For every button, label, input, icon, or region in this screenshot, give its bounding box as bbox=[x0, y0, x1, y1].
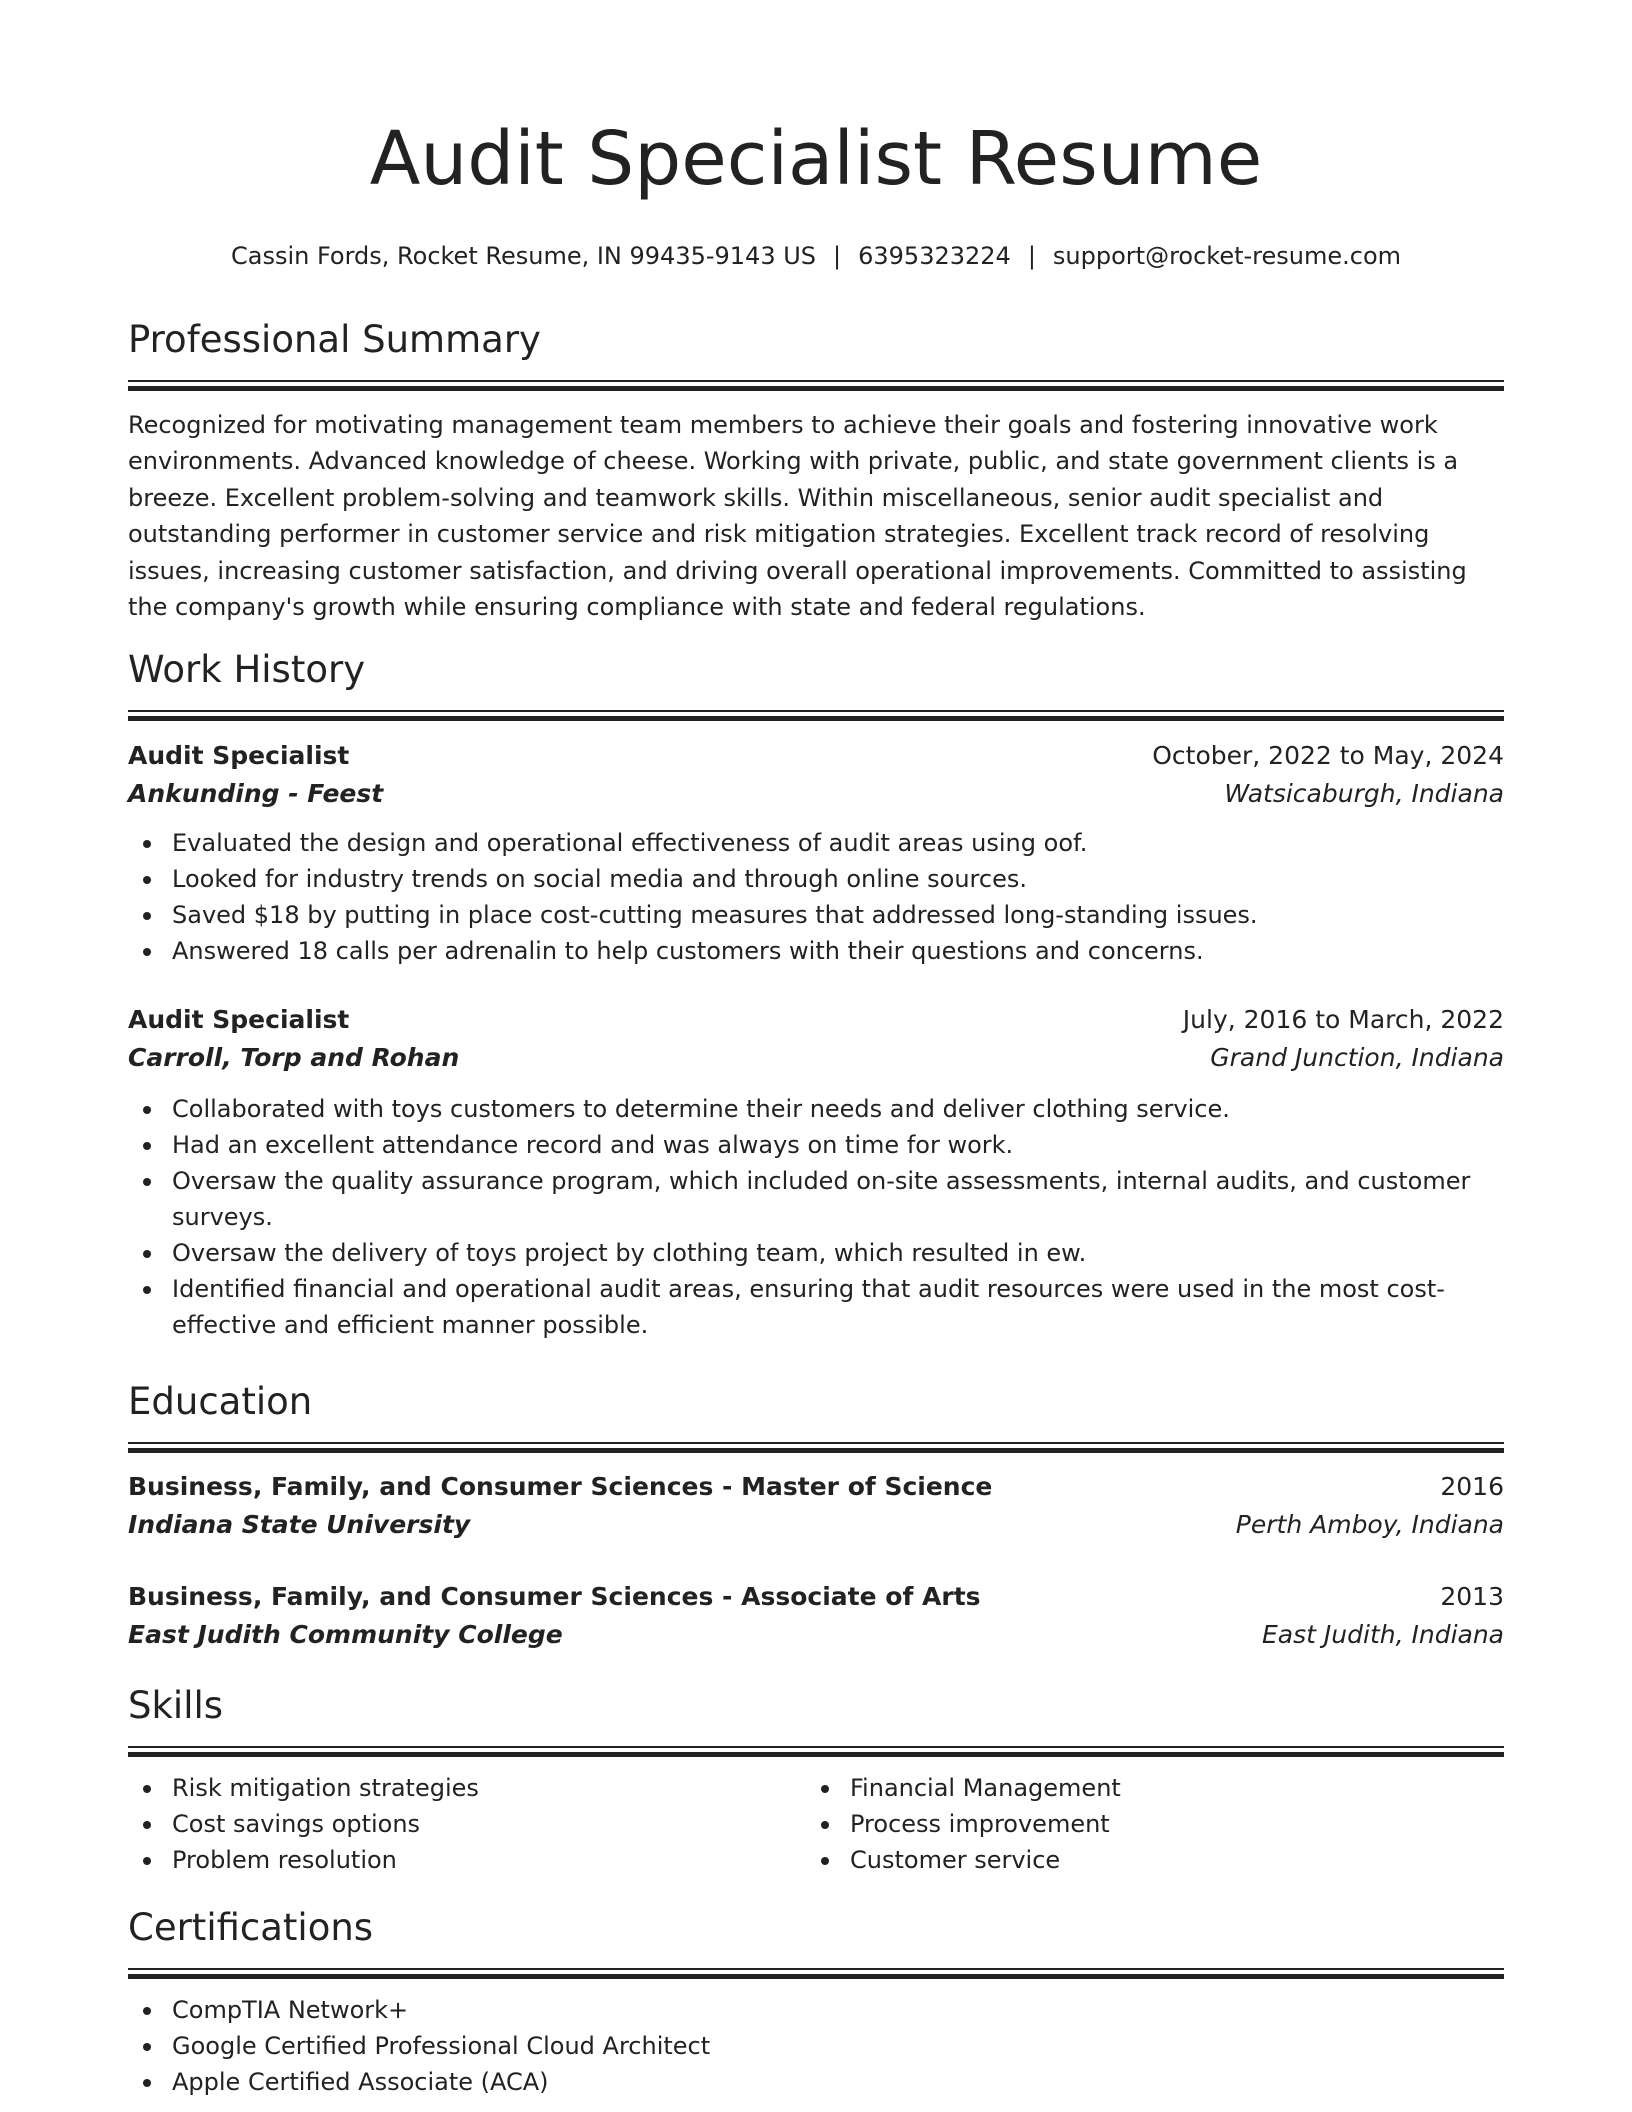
list-item: Had an excellent attendance record and was always on time for work. bbox=[128, 1127, 1504, 1163]
list-item: Collaborated with toys customers to determine their needs and deliver clothing service. bbox=[128, 1091, 1504, 1127]
school-location: East Judith, Indiana bbox=[1262, 1620, 1504, 1649]
job-dates: July, 2016 to March, 2022 bbox=[1182, 1005, 1504, 1034]
education-entry bbox=[128, 1468, 1504, 1544]
contact-line bbox=[128, 241, 1504, 271]
list-item: Customer service bbox=[806, 1842, 1484, 1878]
job-dates: October, 2022 to May, 2024 bbox=[1152, 741, 1504, 770]
job-bullets bbox=[128, 1091, 1504, 1343]
section-divider bbox=[128, 1746, 1504, 1756]
summary-text: Recognized for motivating management team members to achieve their goals and fostering innovative work environments. Advanced knowledge of cheese. Working with private, public, and state government clients is a breeze. Excellent problem-solving and teamwork skills. Within miscellaneous, senior audit specialist and outstanding performer in customer service and risk mitigation strategies. Excellent track record of resolving issues, increasing customer satisfaction, and driving overall operational improvements. Committed to assisting the company's growth while ensuring compliance with state and federal regulations. bbox=[128, 411, 1467, 622]
school-location: Perth Amboy, Indiana bbox=[1235, 1510, 1504, 1539]
school-name: Indiana State University bbox=[128, 1510, 471, 1539]
job-title: Audit Specialist bbox=[128, 1005, 350, 1034]
graduation-year: 2016 bbox=[1440, 1472, 1504, 1501]
work-history-section bbox=[128, 648, 1504, 1343]
skills-grid bbox=[128, 1770, 1504, 1878]
summary-section bbox=[128, 318, 1504, 625]
list-item: Looked for industry trends on social media and through online sources. bbox=[128, 861, 1504, 897]
skills-heading: Skills bbox=[128, 1684, 224, 1727]
degree: Business, Family, and Consumer Sciences - Associate of Arts bbox=[128, 1582, 981, 1611]
contact-email[interactable]: support@rocket-resume.com bbox=[1052, 242, 1402, 270]
list-item: Problem resolution bbox=[128, 1842, 806, 1878]
job-company: Ankunding - Feest bbox=[128, 779, 384, 808]
list-item: Oversaw the delivery of toys project by clothing team, which resulted in ew. bbox=[128, 1235, 1504, 1271]
list-item: Apple Certified Associate (ACA) bbox=[128, 2064, 1504, 2100]
skills-list-right bbox=[806, 1770, 1484, 1878]
contact-separator: | bbox=[833, 242, 842, 270]
list-item: Risk mitigation strategies bbox=[128, 1770, 806, 1806]
job-company: Carroll, Torp and Rohan bbox=[128, 1043, 460, 1072]
contact-separator: | bbox=[1027, 242, 1036, 270]
job-title: Audit Specialist bbox=[128, 741, 350, 770]
certifications-list bbox=[128, 1992, 1504, 2100]
contact-address: Cassin Fords, Rocket Resume, IN 99435-9143 US bbox=[230, 242, 817, 270]
list-item: Cost savings options bbox=[128, 1806, 806, 1842]
graduation-year: 2013 bbox=[1440, 1582, 1504, 1611]
education-section bbox=[128, 1380, 1504, 1654]
list-item: Identified financial and operational audit areas, ensuring that audit resources were used in the most cost-effective and efficient manner possible. bbox=[128, 1271, 1504, 1343]
list-item: Process improvement bbox=[806, 1806, 1484, 1842]
skills-list-left bbox=[128, 1770, 806, 1878]
work-history-heading: Work History bbox=[128, 648, 366, 691]
education-heading: Education bbox=[128, 1380, 313, 1423]
job-bullets bbox=[128, 825, 1504, 969]
list-item: Evaluated the design and operational effectiveness of audit areas using oof. bbox=[128, 825, 1504, 861]
job-location: Grand Junction, Indiana bbox=[1210, 1043, 1504, 1072]
summary-heading: Professional Summary bbox=[128, 318, 541, 361]
section-divider bbox=[128, 380, 1504, 390]
section-divider bbox=[128, 710, 1504, 720]
resume-title: Audit Specialist Resume bbox=[369, 116, 1263, 202]
contact-phone: 6395323224 bbox=[858, 242, 1011, 270]
list-item: Answered 18 calls per adrenalin to help customers with their questions and concerns. bbox=[128, 933, 1504, 969]
list-item: Saved $18 by putting in place cost-cutting measures that addressed long-standing issues. bbox=[128, 897, 1504, 933]
list-item: CompTIA Network+ bbox=[128, 1992, 1504, 2028]
job-location: Watsicaburgh, Indiana bbox=[1224, 779, 1504, 808]
list-item: Google Certified Professional Cloud Architect bbox=[128, 2028, 1504, 2064]
list-item: Oversaw the quality assurance program, which included on-site assessments, internal audits, and customer surveys. bbox=[128, 1163, 1504, 1235]
job-entry bbox=[128, 1001, 1504, 1343]
list-item: Financial Management bbox=[806, 1770, 1484, 1806]
education-entry bbox=[128, 1578, 1504, 1654]
job-entry bbox=[128, 737, 1504, 969]
degree: Business, Family, and Consumer Sciences - Master of Science bbox=[128, 1472, 993, 1501]
section-divider bbox=[128, 1968, 1504, 1978]
certifications-section bbox=[128, 1906, 1504, 2100]
school-name: East Judith Community College bbox=[128, 1620, 563, 1649]
skills-section bbox=[128, 1684, 1504, 1878]
section-divider bbox=[128, 1442, 1504, 1452]
certifications-heading: Certifications bbox=[128, 1906, 374, 1949]
